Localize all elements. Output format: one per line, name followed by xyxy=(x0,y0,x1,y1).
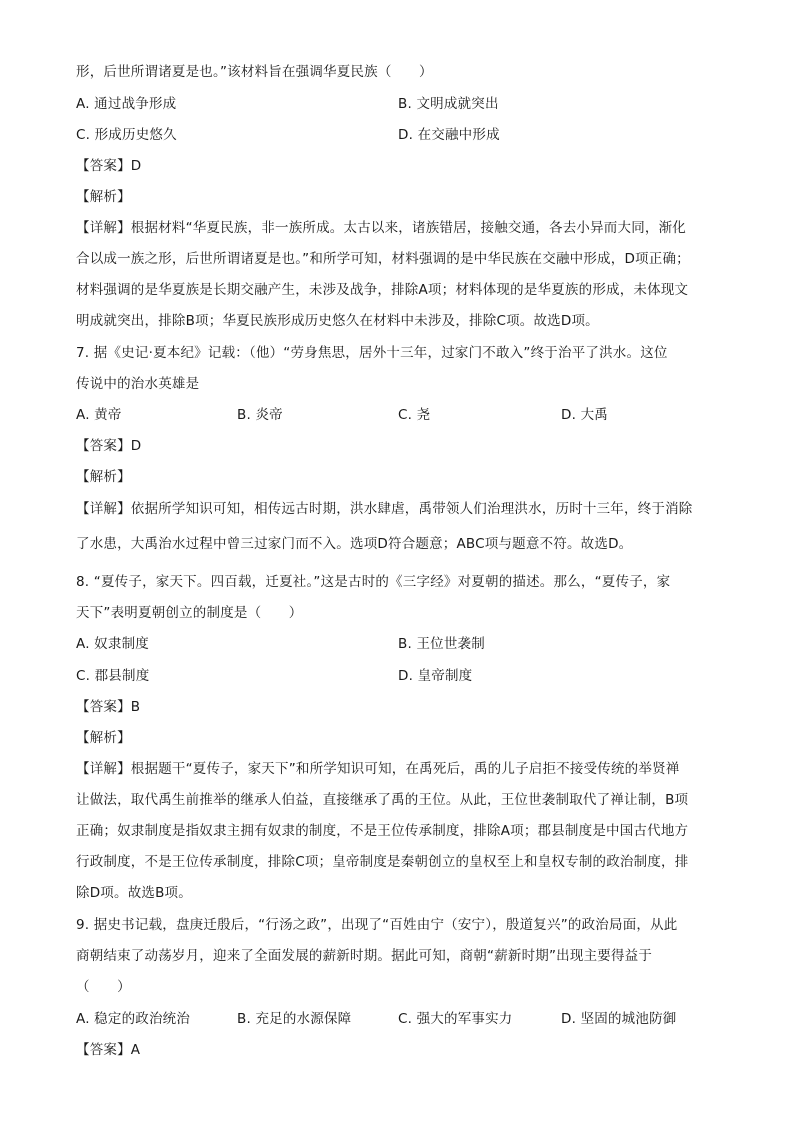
q9-option-b: B. 充足的水源保障 xyxy=(237,1011,352,1027)
q7-option-b: B. 炎帝 xyxy=(237,407,283,423)
q7-detail-line: 了水患，大禹治水过程中曾三过家门而不入。选项D符合题意；ABC项与题意不符。故选D。 xyxy=(76,536,633,552)
q6-analysis-label: 【解析】 xyxy=(76,189,131,205)
q8-detail-line: 【详解】根据题干“夏传子，家天下”和所学知识可知，在禹死后，禹的儿子启拒不接受传统的举贤禅 xyxy=(76,761,680,777)
q6-option-d: D. 在交融中形成 xyxy=(398,127,500,143)
q7-stem-line: 7. 据《史记·夏本纪》记载：（他）“劳身焦思，居外十三年，过家门不敢入”终于治平了洪水。这位 xyxy=(76,345,668,361)
q7-option-a: A. 黄帝 xyxy=(76,407,122,423)
q8-option-b: B. 王位世袭制 xyxy=(398,636,485,652)
q9-option-c: C. 强大的军事实力 xyxy=(398,1011,513,1027)
q8-option-c: C. 郡县制度 xyxy=(76,668,150,684)
q8-detail-line: 正确；奴隶制度是指奴隶主拥有奴隶的制度，不是王位传承制度，排除A项；郡县制度是中国古代地方 xyxy=(76,823,689,839)
q8-option-d: D. 皇帝制度 xyxy=(398,668,473,684)
q6-answer: 【答案】D xyxy=(76,158,142,174)
q9-option-a: A. 稳定的政治统治 xyxy=(76,1011,191,1027)
q8-answer: 【答案】B xyxy=(76,699,141,715)
q8-analysis-label: 【解析】 xyxy=(76,730,131,746)
q9-option-d: D. 坚固的城池防御 xyxy=(561,1011,677,1027)
q6-detail-line: 明成就突出，排除B项；华夏民族形成历史悠久在材料中未涉及，排除C项。故选D项。 xyxy=(76,313,599,329)
q8-stem-line: 8. “夏传子，家天下。四百载，迁夏社。”这是古时的《三字经》对夏朝的描述。那么，“夏传子，家 xyxy=(76,574,671,590)
q7-option-c: C. 尧 xyxy=(398,407,431,423)
q9-stem-line: 9. 据史书记载，盘庚迁殷后，“行汤之政”，出现了“百姓由宁（安宁），殷道复兴”的政治局面，从此 xyxy=(76,917,678,933)
q7-option-d: D. 大禹 xyxy=(561,407,608,423)
q8-detail-line: 行政制度，不是王位传承制度，排除C项；皇帝制度是秦朝创立的皇权至上和皇权专制的政治制度，排 xyxy=(76,854,689,870)
q8-detail-line: 让做法，取代禹生前推举的继承人伯益，直接继承了禹的王位。从此，王位世袭制取代了禅让制，B项 xyxy=(76,792,689,808)
q6-option-c: C. 形成历史悠久 xyxy=(76,127,177,143)
q9-stem-line: 商朝结束了动荡岁月，迎来了全面发展的薪新时期。据此可知，商朝“薪新时期”出现主要得益于 xyxy=(76,948,653,964)
q7-detail-line: 【详解】依据所学知识可知，相传远古时期，洪水肆虐，禹带领人们治理洪水，历时十三年，终于消除 xyxy=(76,501,693,517)
q8-stem-line: 天下”表明夏朝创立的制度是（ ） xyxy=(76,605,303,621)
q6-detail-line: 【详解】根据材料“华夏民族，非一族所成。太古以来，诸族错居，接触交通，各去小异而大同，渐化 xyxy=(76,220,686,236)
q6-option-b: B. 文明成就突出 xyxy=(398,96,499,112)
q9-stem-line: （ ） xyxy=(76,979,131,995)
q8-detail-line: 除D项。故选B项。 xyxy=(76,885,192,901)
q6-detail-line: 合以成一族之形，后世所谓诸夏是也。”和所学可知，材料强调的是中华民族在交融中形成，D项正确； xyxy=(76,251,690,267)
q9-answer: 【答案】A xyxy=(76,1042,141,1058)
q6-detail-line: 材料强调的是华夏族是长期交融产生，未涉及战争，排除A项；材料体现的是华夏族的形成，未体现文 xyxy=(76,282,689,298)
q6-option-a: A. 通过战争形成 xyxy=(76,96,177,112)
q8-option-a: A. 奴隶制度 xyxy=(76,636,149,652)
q7-stem-line: 传说中的治水英雄是 xyxy=(76,376,200,392)
q6-stem-line: 形，后世所谓诸夏是也。”该材料旨在强调华夏民族（ ） xyxy=(76,64,433,80)
q7-answer: 【答案】D xyxy=(76,438,142,454)
q7-analysis-label: 【解析】 xyxy=(76,469,131,485)
